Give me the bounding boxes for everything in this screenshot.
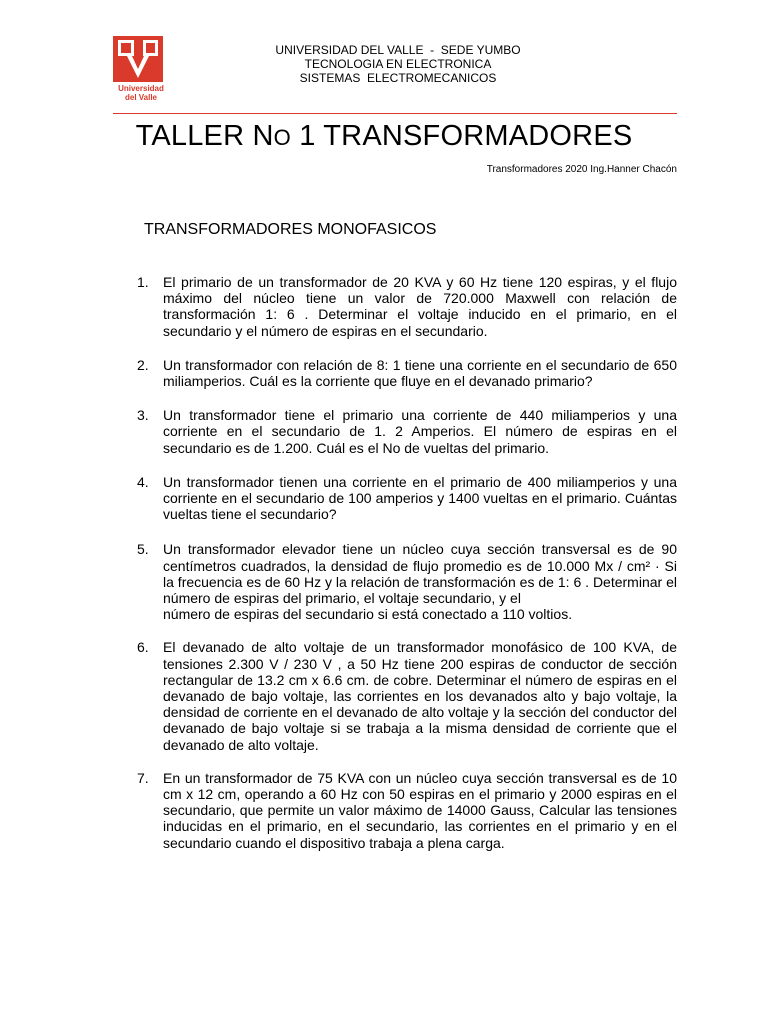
- problem-text: Un transformador tienen una corriente en el primario de 400 miliamperios y una corriente en el secundario de 100 amperios y 1400 vueltas en el primario. Cuántas vueltas tiene el secundario?: [163, 473, 677, 523]
- problem-item: [137, 357, 677, 389]
- problem-number: 6.: [137, 639, 149, 656]
- problem-item: [137, 407, 677, 456]
- problem-item: [137, 474, 677, 523]
- problem-number: 2.: [137, 356, 149, 373]
- problem-text: El primario de un transformador de 20 KVA y 60 Hz tiene 120 espiras, y el flujo máximo del núcleo tiene un valor de 720.000 Maxwell con relación de transformación 1: 6 . Determinar el voltaje inducido en el primario, en el secundario y el número de espiras en el secundario.: [163, 274, 677, 339]
- title-part-1: TALLER N: [135, 120, 274, 152]
- problem-number: 1.: [137, 274, 149, 290]
- problem-item: [137, 639, 677, 752]
- problem-text: Un transformador elevador tiene un núcleo cuya sección transversal es de 90 centímetros cuadrados, la densidad de flujo promedio es de 10.000 Mx / cm² · Si la frecuencia es de 60 Hz y la relación de transformación es de 1: 6 . Determinar el número de espiras del primario, el voltaje secundario, y el: [163, 541, 677, 607]
- header-university: UNIVERSIDAD DEL VALLE - SEDE YUMBO: [275, 43, 521, 57]
- problem-item: [137, 541, 677, 622]
- problem-number: 5.: [137, 541, 149, 558]
- header-program: TECNOLOGIA EN ELECTRONICA: [304, 57, 492, 71]
- institution-header: [220, 43, 576, 85]
- problem-text-continuation: número de espiras del secundario si está conectado a 110 voltios.: [163, 606, 573, 623]
- header-divider: [113, 113, 677, 114]
- title-part-2: 1 TRANSFORMADORES: [290, 120, 633, 152]
- problem-number: 7.: [137, 769, 149, 786]
- problem-text: En un transformador de 75 KVA con un núcleo cuya sección transversal es de 10 cm x 12 cm, operando a 60 Hz con 50 espiras en el primario y 2000 espiras en el secundario, que permite un valor máximo de 14000 Gauss, Calcular las tensiones inducidas en el primario, en el secundario, las corrientes en el primario y en el secundario cuando el dispositivo trabaja a plena carga.: [163, 769, 677, 851]
- problem-list: [137, 274, 677, 851]
- problem-text: El devanado de alto voltaje de un transformador monofásico de 100 KVA, de tensiones 2.300 V / 230 V , a 50 Hz tiene 200 espiras de conductor de sección rectangular de 13.2 cm x 6.6 cm. de cobre. Determinar el número de espiras en el devanado de bajo voltaje, las corrientes en los devanados alto y bajo voltaje, la densidad de corriente en el devanado de alto voltaje y la sección del conductor del devanado de bajo voltaje si se trabaja a la misma densidad de corriente que el devanado de alto voltaje.: [163, 639, 677, 753]
- author-byline: Transformadores 2020 Ing.Hanner Chacón: [486, 164, 677, 175]
- problem-text: Un transformador con relación de 8: 1 tiene una corriente en el secundario de 650 miliamperios. Cuál es la corriente que fluye en el devanado primario?: [163, 356, 677, 390]
- problem-text: Un transformador tiene el primario una corriente de 440 miliamperios y una corriente en el secundario de 1. 2 Amperios. El número de espiras en el secundario es de 1.200. Cuál es el No de vueltas del primario.: [163, 407, 677, 456]
- section-heading: TRANSFORMADORES MONOFASICOS: [144, 221, 437, 238]
- problem-number: 4.: [137, 473, 149, 490]
- problem-item: [137, 770, 677, 851]
- header-course: SISTEMAS ELECTROMECANICOS: [299, 71, 497, 85]
- document-title: [0, 117, 768, 157]
- problem-item: [137, 274, 677, 339]
- title-part-o: O: [273, 125, 291, 150]
- problem-number: 3.: [137, 407, 149, 424]
- logo-wordmark: Universidad del Valle: [118, 84, 164, 102]
